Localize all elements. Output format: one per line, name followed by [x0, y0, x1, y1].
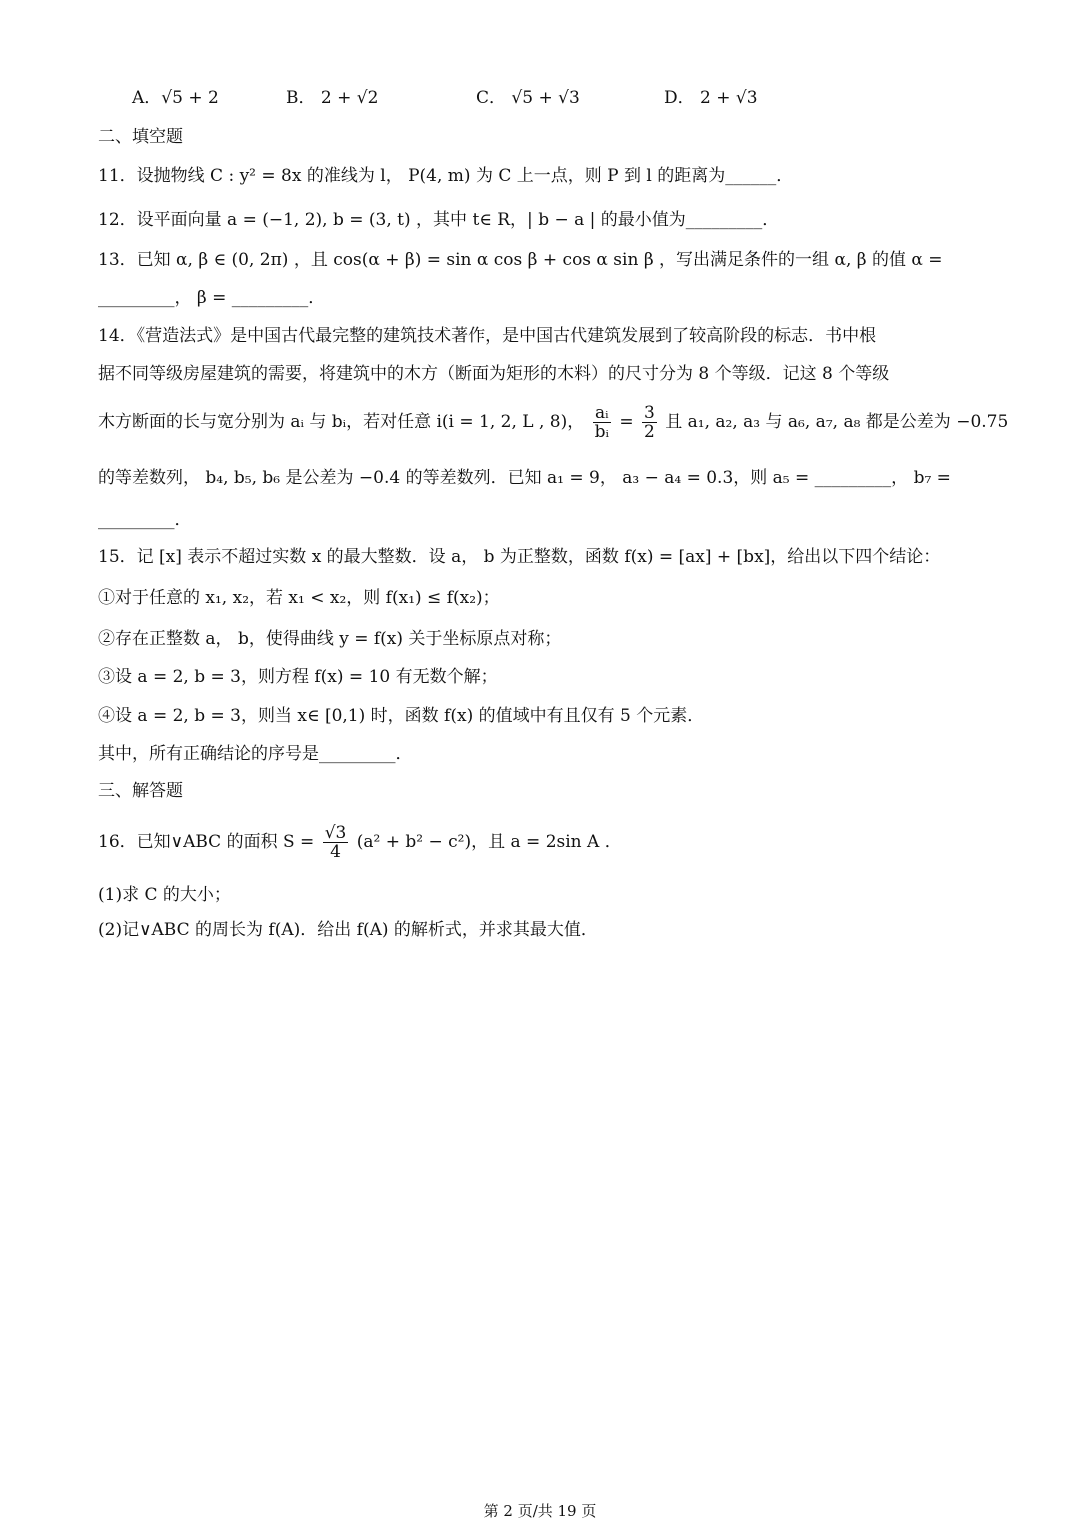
question-13-line2: _________， β = _________． — [98, 288, 326, 308]
page-footer: 第 2 页/共 19 页 — [483, 1502, 597, 1520]
section-fill-heading: 二、填空题 — [98, 127, 183, 147]
question-14-line5: _________． — [98, 510, 192, 530]
question-13-line1: 13．已知 α, β ∈ (0, 2π) ，且 cos(α + β) = sin α cos β + cos α sin β ，写出满足条件的一组 α, β 的值 α = — [98, 250, 943, 270]
fraction-numerator: aᵢ — [593, 404, 611, 423]
question-16-part-2: (2)记∨ABC 的周长为 f(A)．给出 f(A) 的解析式，并求其最大值． — [98, 920, 598, 940]
question-12: 12．设平面向量 a = (−1, 2), b = (3, t) ，其中 t∈ R，| b − a | 的最小值为_________． — [98, 210, 780, 230]
fraction-denominator: bᵢ — [594, 422, 609, 442]
option-d: D． 2 + √3 — [664, 88, 758, 108]
question-15-statement-2: ②存在正整数 a， b，使得曲线 y = f(x) 关于坐标原点对称； — [98, 629, 562, 649]
question-14-line2: 据不同等级房屋建筑的需要，将建筑中的木方（断面为矩形的木料）的尺寸分为 8 个等级．记这 8 个等级 — [98, 364, 890, 384]
fraction-denominator: 4 — [330, 842, 341, 862]
question-14-line1: 14．《营造法式》是中国古代最完整的建筑技术著作，是中国古代建筑发展到了较高阶段的标志．书中根 — [98, 326, 877, 346]
question-16-part-1: (1)求 C 的大小； — [98, 885, 231, 905]
q16-post: (a² + b² − c²)，且 a = 2sin A ． — [356, 832, 622, 852]
fraction-sqrt3-over-4 — [323, 824, 349, 861]
question-11: 11．设抛物线 C : y² = 8x 的准线为 l， P(4, m) 为 C 上一点，则 P 到 l 的距离为______． — [98, 166, 794, 186]
equals-sign: = — [619, 412, 634, 432]
question-15-statement-4: ④设 a = 2, b = 3，则当 x∈ [0,1) 时，函数 f(x) 的值域中有且仅有 5 个元素． — [98, 706, 705, 726]
question-16-line1 — [98, 820, 622, 864]
option-c: C． √5 + √3 — [476, 88, 580, 108]
section-solve-heading: 三、解答题 — [98, 781, 183, 801]
question-15-statement-3: ③设 a = 2, b = 3，则方程 f(x) = 10 有无数个解； — [98, 667, 498, 687]
question-15-end: 其中，所有正确结论的序号是_________． — [98, 744, 413, 764]
q14-line3-pre: 木方断面的长与宽分别为 aᵢ 与 bᵢ，若对任意 i(i = 1, 2, L , 8)， — [98, 412, 585, 432]
fraction-numerator: 3 — [644, 403, 655, 423]
question-14-line4: 的等差数列， b₄, b₅, b₆ 是公差为 −0.4 的等差数列．已知 a₁ = 9， a₃ − a₄ = 0.3，则 a₅ = _________， b₇ = — [98, 468, 951, 488]
fraction-three-halves — [642, 404, 657, 441]
question-15-line1: 15．记 [x] 表示不超过实数 x 的最大整数．设 a， b 为正整数，函数 f(x) = [ax] + [bx]，给出以下四个结论： — [98, 547, 941, 567]
q14-line3-post: 且 a₁, a₂, a₃ 与 a₆, a₇, a₈ 都是公差为 −0.75 — [665, 412, 1009, 432]
fraction-ai-bi — [593, 404, 611, 441]
question-14-line3 — [98, 402, 1008, 442]
question-15-statement-1: ①对于任意的 x₁, x₂，若 x₁ < x₂，则 f(x₁) ≤ f(x₂)； — [98, 588, 500, 608]
fraction-denominator: 2 — [644, 422, 655, 442]
q16-pre: 16．已知∨ABC 的面积 S = — [98, 832, 315, 852]
option-b: B． 2 + √2 — [286, 88, 379, 108]
fraction-numerator: √3 — [324, 823, 347, 843]
option-a: A．√5 + 2 — [132, 88, 219, 108]
